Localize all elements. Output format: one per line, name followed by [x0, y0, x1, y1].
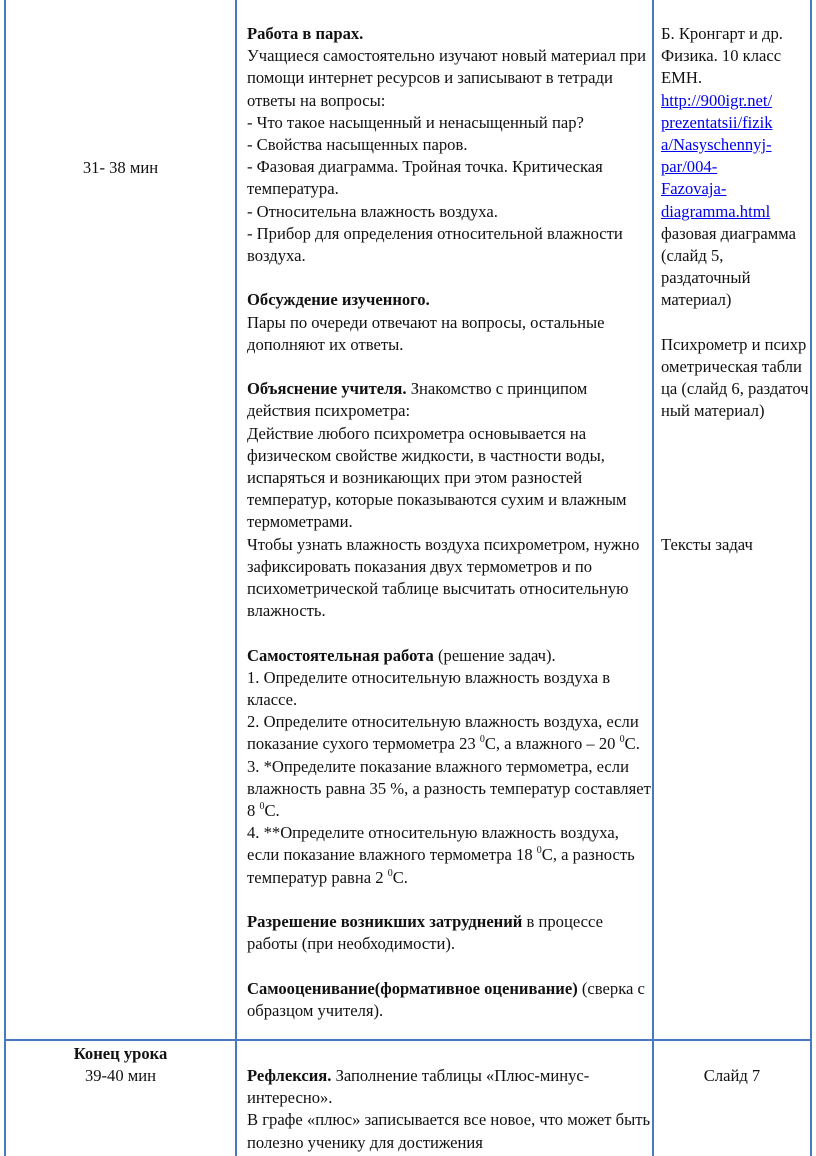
discussion-title: Обсуждение изученного. [247, 290, 430, 310]
question-item: - Что такое насыщенный и ненасыщенный пар? [247, 112, 584, 132]
slide-reference: Слайд 7 [703, 1066, 761, 1085]
time-cell [6, 157, 235, 179]
phase-diagram-note: фазовая диаграмма (слайд 5, раздаточный материал) [661, 223, 797, 310]
tasks-resource: Тексты задач [661, 534, 753, 554]
degree-sup: 0 [536, 845, 542, 857]
psychrometer-resource: Психрометр и психрометрическая таблица (слайд 6, раздаточный материал) [661, 334, 809, 421]
reflection-title: Рефлексия. [247, 1066, 332, 1085]
explain-title: Объяснение учителя. [247, 379, 407, 399]
resolve-title: Разрешение возникших затруднений [247, 912, 523, 932]
end-of-lesson-label: Конец урока [73, 1044, 168, 1063]
reflection-text: В графе «плюс» записывается все новое, что может быть полезно ученику для достижения [247, 1110, 651, 1152]
slide-resource-cell [654, 1065, 810, 1087]
presentation-link[interactable]: http://900igr.net/ prezentatsii/fizik a/Nasyschennyj- par/004- Fazovaja- diagramma.html [661, 90, 773, 221]
pairs-intro: Учащиеся самостоятельно изучают новый материал при помощи интернет ресурсов и записывают в тетради ответы на вопросы: [247, 46, 646, 110]
resolve-text: в процессе работы (при необходимости). [247, 912, 603, 954]
degree-sup: 0 [479, 734, 485, 746]
end-time-cell [6, 1043, 235, 1087]
task-item: 4. **Определите относительную влажность воздуха, если показание влажного термометра 18 $^0$С, а разность температур равна 2 $^0$С. [247, 823, 635, 887]
question-item: - Относительна влажность воздуха. [247, 201, 498, 221]
explain-lead: Знакомство с принципом действия психрометра: [247, 379, 588, 421]
self-eval-text: (сверка с образцом учителя). [247, 978, 645, 1020]
reflection-cell [247, 1065, 651, 1154]
degree-sup: 0 [259, 801, 265, 813]
self-work-lead: (решение задач). [433, 645, 556, 665]
time-value: 31- 38 мин [82, 158, 159, 177]
task-item: 1. Определите относительную влажность воздуха в классе. [247, 667, 611, 710]
task-item: 2. Определите относительную влажность воздуха, если показание сухого термометра 23 $^0$С, а влажного – 20 $^0$С. [247, 712, 640, 754]
textbook-reference: Б. Кронгарт и др. Физика. 10 класс ЕМН. [661, 24, 783, 88]
pairs-title: Работа в парах. [247, 24, 364, 43]
discussion-text: Пары по очереди отвечают на вопросы, остальные дополняют их ответы. [247, 312, 605, 354]
degree-sup: 0 [387, 867, 393, 879]
question-item: - Прибор для определения относительной влажности воздуха. [247, 223, 623, 266]
row-divider [4, 1039, 812, 1041]
explain-paragraph: Чтобы узнать влажность воздуха психрометром, нужно зафиксировать показания двух термометров и по психометрической таблице высчитать относительную влажность. [247, 534, 640, 621]
end-time-value: 39-40 мин [84, 1066, 157, 1086]
explain-paragraph: Действие любого психрометра основывается на физическом свойстве жидкости, в частности воды, испаряться и возникающих при этом разностей температур, которые показываются сухим и влажным термометрами. [247, 423, 627, 532]
table-border-right [810, 0, 812, 1156]
task-item: 3. *Определите показание влажного термометра, если влажность равна 35 %, а разность температур составляет 8 $^0$С. [247, 756, 651, 821]
activity-cell [247, 23, 651, 1022]
self-eval-title: Самооценивание(формативное оценивание) [247, 978, 578, 998]
question-item: - Фазовая диаграмма. Тройная точка. Критическая температура. [247, 157, 603, 199]
degree-sup: 0 [619, 734, 625, 746]
column-divider-1 [235, 0, 237, 1156]
column-divider-2 [652, 0, 654, 1156]
reflection-lead: Заполнение таблицы «Плюс-минус-интересно». [247, 1066, 590, 1108]
self-work-title: Самостоятельная работа [247, 645, 434, 665]
question-item: - Свойства насыщенных паров. [247, 135, 468, 155]
resource-cell [661, 23, 809, 556]
